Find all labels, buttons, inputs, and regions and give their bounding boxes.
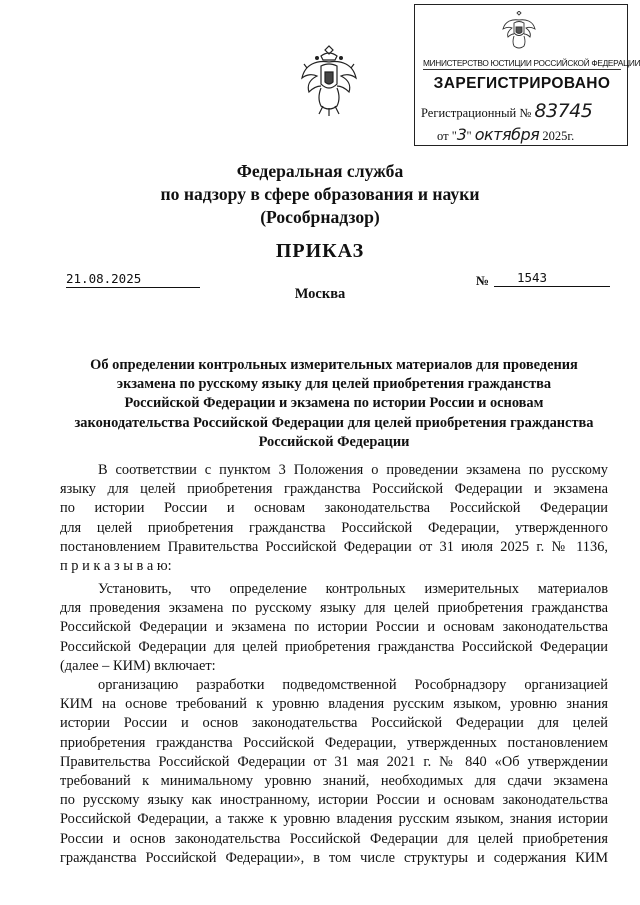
stamp-day-handwritten: 3 [456,125,467,144]
text-line: для целей приобретения гражданства Российской Федерации, утвержденного [60,519,608,536]
registration-stamp [414,4,640,146]
text-line: приобретения гражданства Российской Федерации, утвержденных постановлением [60,734,608,751]
subject-line: Об определении контрольных измерительных материалов для проведения [90,357,578,373]
text-line: постановлением Правительства Российской Федерации от 31 июля 2025 г. № 1136, [60,538,608,555]
subject-line: Российской Федерации [258,433,410,450]
stamp-reg-number-handwritten: 83745 [534,100,593,122]
org-line-2: по надзору в сфере образования и науки [160,184,480,204]
org-line-1: Федеральная служба [236,161,404,181]
order-number-sign: № [476,273,490,288]
order-title: ПРИКАЗ [275,240,365,262]
text-line: истории России и основ законодательства Российской Федерации для целей [60,715,608,732]
stamp-date-line [437,125,627,144]
text-line: (далее – КИМ) включает: [60,657,216,674]
text-line: языку для целей приобретения гражданства Российской Федерации и экзамена [60,481,608,498]
stamp-registration-number-line [421,100,625,122]
text-line: организацию разработки подведомственной Рособрнадзору организацией [98,677,608,693]
text-line: Российской Федерации и экзамена по истории России и основам законодательства [60,619,608,636]
stamp-registered-label: ЗАРЕГИСТРИРОВАНО [433,75,611,92]
text-line: Российской Федерации, а также к уровню владения русским языком, знания истории [60,811,608,828]
organization-heading [0,160,640,229]
order-subject [60,356,608,452]
stamp-quote-close: " [466,129,472,143]
stamp-quote-open: " [451,129,457,143]
text-line: России и основ законодательства Российской Федерации для целей приобретения [60,830,608,847]
subject-line: Российской Федерации и экзамена по истории России и основам [124,395,544,412]
paragraph-organization [60,676,608,868]
text-line: Установить, что определение контрольных измерительных материалов [98,581,608,597]
subject-line: экзамена по русскому языку для целей приобретения гражданства [116,376,552,393]
stamp-coat-of-arms-icon [501,11,537,51]
stamp-year-suffix: г. [567,129,575,143]
stamp-from-label: от [437,129,449,143]
coat-of-arms-icon [299,44,359,118]
paragraph-establish [60,580,608,676]
stamp-reg-label: Регистрационный № [421,106,532,120]
text-line: КИМ на основе требований к уровню владения русским языком, уровню знания [60,696,608,713]
stamp-year: 2025 [542,129,568,143]
text-line: требований к минимальному уровню знаний, необходимых для сдачи экзамена [60,773,608,790]
text-line: по истории России и основам законодательства Российской Федерации [60,500,608,517]
stamp-month-handwritten: октября [474,125,540,144]
org-line-3: (Рособрнадзор) [260,207,380,227]
paragraph-preamble [60,461,608,576]
order-number: 1543 [494,270,610,287]
text-line: Российской Федерации для целей приобретения гражданства Российской Федерации [60,638,608,655]
text-line: п р и к а з ы в а ю: [60,558,172,575]
text-line: по русскому языку как иностранному, истории России и основам законодательства [60,792,608,809]
subject-line: законодательства Российской Федерации для целей приобретения гражданства [74,414,594,431]
text-line: гражданства Российской Федерации», в том числе структуры и содержания КИМ [60,849,608,866]
text-line: В соответствии с пунктом 3 Положения о проведении экзамена по русскому [98,462,608,478]
stamp-ministry-name: МИНИСТЕРСТВО ЮСТИЦИИ РОССИЙСКОЙ ФЕДЕРАЦИИ [423,58,640,68]
order-city: Москва [294,286,346,302]
text-line: для проведения экзамена по русскому языку для целей приобретения гражданства [60,600,608,617]
order-date: 21.08.2025 [66,271,200,288]
text-line: Правительства Российской Федерации от 31 мая 2021 г. № 840 «Об утверждении [60,753,608,770]
